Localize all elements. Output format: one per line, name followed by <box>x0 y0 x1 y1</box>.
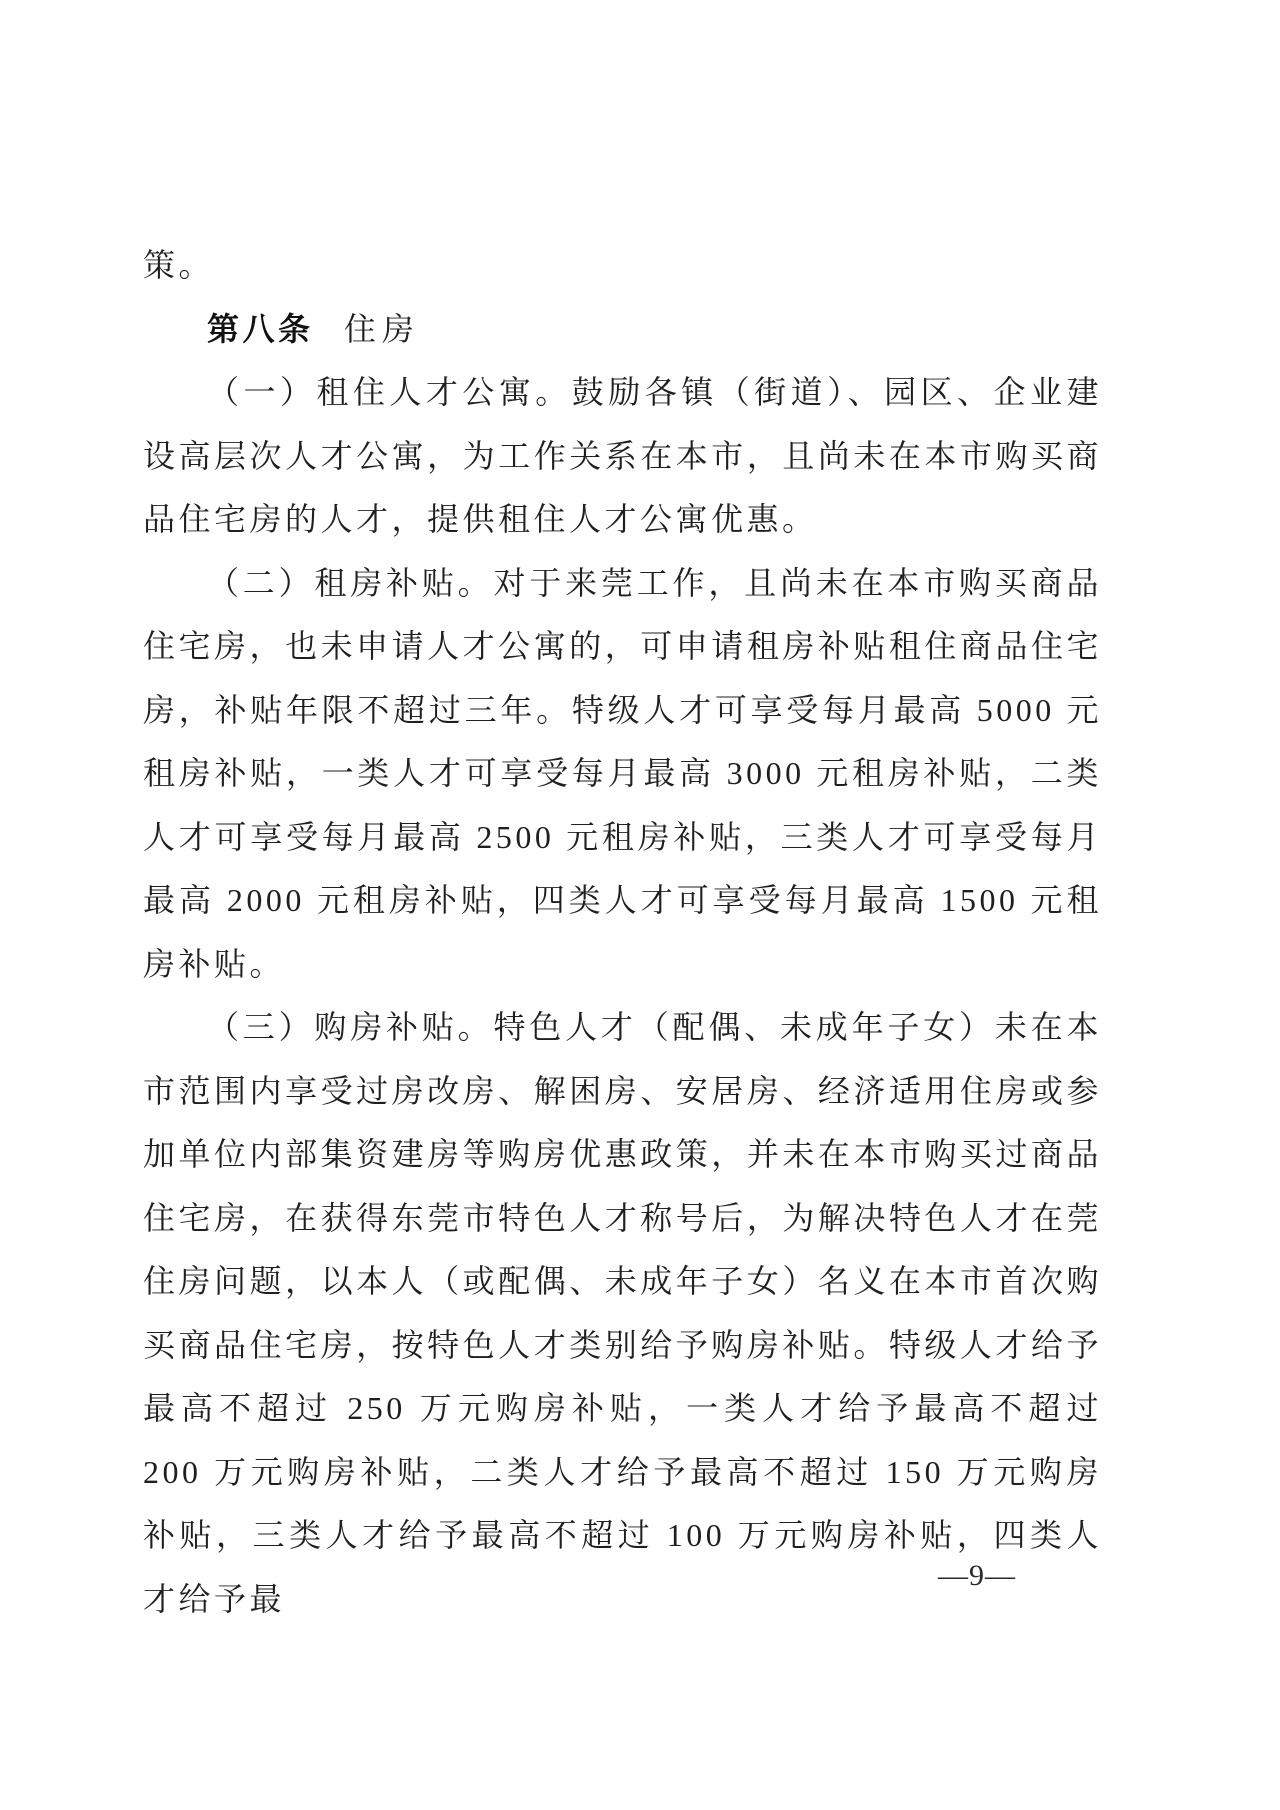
continuation-text: 策。 <box>143 247 215 283</box>
article-label: 第八条 <box>207 310 314 347</box>
paragraph-purchase-subsidy: （三）购房补贴。特色人才（配偶、未成年子女）未在本市范围内享受过房改房、解困房、安居房、经济适用住房或参加单位内部集资建房等购房优惠政策，并未在本市购买过商品住宅房，在获得东莞市特色人才称号后，为解决特色人才在莞住房问题，以本人（或配偶、未成年子女）名义在本市首次购买商品住宅房，按特色人才类别给予购房补贴。特级人才给予最高不超过 250 万元购房补贴，一类人才给予最高不超过 200 万元购房补贴，二类人才给予最高不超过 150 万元购房补贴，三类人才给予最高不超过 100 万元购房补贴，四类人才给予最 <box>143 1009 1102 1617</box>
paragraph-rent-apartment: （一）租住人才公寓。鼓励各镇（街道）、园区、企业建设高层次人才公寓，为工作关系在本市，且尚未在本市购买商品住宅房的人才，提供租住人才公寓优惠。 <box>143 374 1102 537</box>
page-number: —9— <box>938 1559 1016 1592</box>
article-title: 住房 <box>343 310 420 347</box>
article-heading <box>143 298 1102 362</box>
paragraph-rent-subsidy: （二）租房补贴。对于来莞工作，且尚未在本市购买商品住宅房，也未申请人才公寓的，可申请租房补贴租住商品住宅房，补贴年限不超过三年。特级人才可享受每月最高 5000 元租房补贴，一类人才可享受每月最高 3000 元租房补贴，二类人才可享受每月最高 2500 元租房补贴，三类人才可享受每月最高 2000 元租房补贴，四类人才可享受每月最高 1500 元租房补贴。 <box>143 564 1102 982</box>
document-body <box>143 234 1102 1631</box>
